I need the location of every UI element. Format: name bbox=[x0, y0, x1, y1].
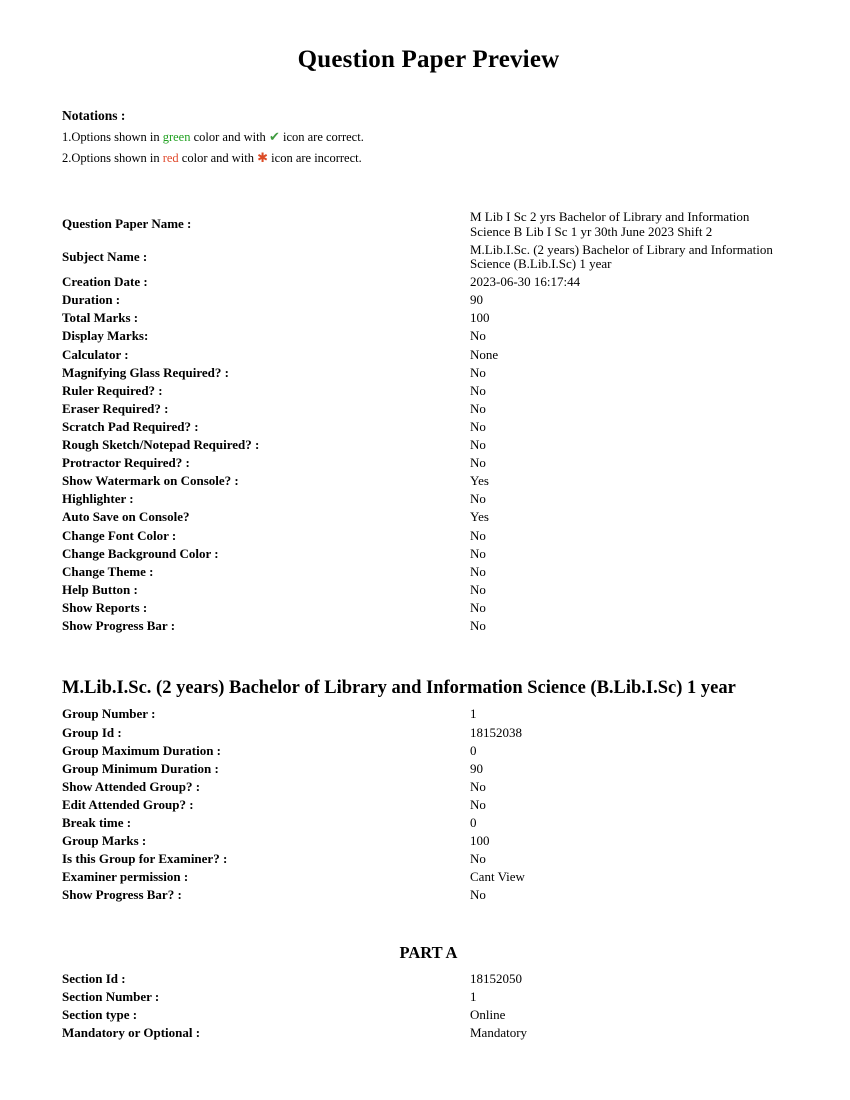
field-value: 18152038 bbox=[470, 724, 522, 740]
field-value: Online bbox=[470, 1007, 506, 1023]
field-label: Change Font Color : bbox=[62, 527, 177, 543]
field-label: Duration : bbox=[62, 292, 121, 308]
field-value: No bbox=[470, 778, 486, 794]
field-value: None bbox=[470, 346, 499, 362]
field-row bbox=[62, 619, 795, 634]
notation-text: 2.Options shown in bbox=[62, 151, 163, 165]
notation-highlight-word: red bbox=[162, 151, 179, 165]
field-row bbox=[62, 311, 795, 326]
field-row bbox=[62, 293, 795, 308]
field-label: Creation Date : bbox=[62, 274, 148, 290]
field-value: No bbox=[470, 418, 486, 434]
field-row bbox=[62, 972, 795, 987]
field-row bbox=[62, 834, 795, 849]
field-row bbox=[62, 420, 795, 435]
field-label: Rough Sketch/Notepad Required? : bbox=[62, 437, 260, 453]
field-value: No bbox=[470, 437, 486, 453]
field-label: Show Attended Group? : bbox=[62, 778, 201, 794]
field-value: Mandatory bbox=[470, 1025, 528, 1041]
field-value: Yes bbox=[470, 509, 489, 525]
field-row bbox=[62, 366, 795, 381]
field-row bbox=[62, 852, 795, 867]
field-value: 0 bbox=[470, 742, 477, 758]
field-row bbox=[62, 547, 795, 562]
field-label: Section Id : bbox=[62, 970, 126, 986]
field-label: Total Marks : bbox=[62, 310, 139, 326]
field-value: No bbox=[470, 887, 486, 903]
field-label: Section Number : bbox=[62, 989, 160, 1004]
field-value: Yes bbox=[470, 473, 489, 489]
field-label: Show Reports : bbox=[62, 599, 148, 615]
field-label: Group Marks : bbox=[62, 833, 147, 849]
field-label: Calculator : bbox=[62, 346, 129, 362]
field-value: No bbox=[470, 617, 486, 633]
field-value: No bbox=[470, 581, 486, 597]
notations-block bbox=[62, 108, 795, 166]
field-row bbox=[62, 870, 795, 885]
field-value: M Lib I Sc 2 yrs Bachelor of Library and Information Science B Lib I Sc 1 yr 30th June 2023 Shift 2 bbox=[470, 209, 750, 239]
field-row bbox=[62, 275, 795, 290]
notations-heading: Notations : bbox=[62, 108, 126, 123]
field-label: Scratch Pad Required? : bbox=[62, 418, 199, 434]
field-label: Auto Save on Console? bbox=[62, 509, 190, 525]
field-row bbox=[62, 529, 795, 544]
part-heading: PART A bbox=[399, 942, 458, 962]
field-row bbox=[62, 210, 795, 239]
field-row bbox=[62, 744, 795, 759]
field-value: 100 bbox=[470, 310, 490, 326]
notation-line-correct bbox=[62, 130, 795, 145]
field-value: No bbox=[470, 796, 486, 812]
field-row bbox=[62, 438, 795, 453]
field-label: Edit Attended Group? : bbox=[62, 796, 194, 812]
group-heading: M.Lib.I.Sc. (2 years) Bachelor of Library and Information Science (B.Lib.I.Sc) 1 year bbox=[62, 678, 736, 699]
field-label: Group Number : bbox=[62, 706, 156, 722]
field-row bbox=[62, 492, 795, 507]
field-label: Subject Name : bbox=[62, 248, 148, 264]
field-value: No bbox=[470, 545, 486, 561]
field-value: No bbox=[470, 364, 486, 380]
notation-text: color and with bbox=[178, 151, 258, 165]
field-row bbox=[62, 474, 795, 489]
field-value: Cant View bbox=[470, 869, 525, 885]
field-label: Group Minimum Duration : bbox=[62, 760, 219, 776]
notation-text: color and with bbox=[190, 130, 269, 144]
check-icon: ✔ bbox=[268, 130, 280, 145]
field-label: Eraser Required? : bbox=[62, 400, 169, 416]
field-label: Display Marks: bbox=[62, 328, 149, 344]
field-value: 18152050 bbox=[470, 970, 522, 986]
field-label: Protractor Required? : bbox=[62, 455, 190, 471]
field-value: No bbox=[470, 491, 486, 507]
notation-text: 1.Options shown in bbox=[62, 130, 163, 144]
field-row bbox=[62, 762, 795, 777]
field-value: No bbox=[470, 599, 486, 615]
field-value: No bbox=[470, 851, 486, 867]
field-row bbox=[62, 888, 795, 903]
field-row bbox=[62, 243, 795, 272]
field-value: 1 bbox=[470, 989, 477, 1004]
field-value: 90 bbox=[470, 760, 483, 776]
field-label: Group Id : bbox=[62, 724, 122, 740]
field-row bbox=[62, 329, 795, 344]
field-value: No bbox=[470, 382, 486, 398]
notation-text: icon are incorrect. bbox=[268, 151, 362, 165]
field-value: 2023-06-30 16:17:44 bbox=[470, 274, 581, 290]
field-label: Examiner permission : bbox=[62, 869, 189, 885]
notation-highlight-word: green bbox=[162, 130, 191, 144]
field-label: Group Maximum Duration : bbox=[62, 742, 222, 758]
group-details bbox=[62, 707, 795, 902]
field-value: No bbox=[470, 455, 486, 471]
page-title: Question Paper Preview bbox=[297, 46, 560, 73]
field-row bbox=[62, 565, 795, 580]
field-label: Change Background Color : bbox=[62, 545, 219, 561]
field-label: Is this Group for Examiner? : bbox=[62, 851, 228, 867]
field-row bbox=[62, 456, 795, 471]
field-value: 100 bbox=[470, 833, 490, 849]
field-label: Ruler Required? : bbox=[62, 382, 163, 398]
field-label: Help Button : bbox=[62, 581, 138, 597]
field-row bbox=[62, 990, 795, 1005]
section-details bbox=[62, 972, 795, 1041]
field-label: Break time : bbox=[62, 815, 132, 831]
field-label: Mandatory or Optional : bbox=[62, 1025, 201, 1041]
field-label: Show Watermark on Console? : bbox=[62, 473, 239, 489]
field-row bbox=[62, 583, 795, 598]
field-label: Show Progress Bar : bbox=[62, 617, 176, 633]
field-label: Section type : bbox=[62, 1007, 138, 1023]
field-label: Show Progress Bar? : bbox=[62, 887, 182, 903]
field-row bbox=[62, 510, 795, 525]
field-row bbox=[62, 798, 795, 813]
field-value: 1 bbox=[470, 706, 477, 722]
field-row bbox=[62, 348, 795, 363]
field-row bbox=[62, 726, 795, 741]
field-label: Change Theme : bbox=[62, 563, 154, 579]
field-label: Highlighter : bbox=[62, 491, 134, 507]
field-label: Question Paper Name : bbox=[62, 216, 192, 232]
paper-details bbox=[62, 210, 795, 633]
field-row bbox=[62, 601, 795, 616]
field-value: No bbox=[470, 563, 486, 579]
field-value: No bbox=[470, 328, 486, 344]
field-value: No bbox=[470, 400, 486, 416]
field-label: Magnifying Glass Required? : bbox=[62, 364, 229, 380]
field-value: 90 bbox=[470, 292, 483, 308]
notation-line-incorrect bbox=[62, 151, 795, 166]
field-row bbox=[62, 707, 795, 722]
field-value: No bbox=[470, 527, 486, 543]
notation-text: icon are correct. bbox=[279, 130, 364, 144]
field-row bbox=[62, 1026, 795, 1041]
field-row bbox=[62, 780, 795, 795]
cross-icon: ✱ bbox=[257, 151, 269, 166]
field-value: 0 bbox=[470, 815, 477, 831]
field-row bbox=[62, 402, 795, 417]
field-value: M.Lib.I.Sc. (2 years) Bachelor of Library and Information Science (B.Lib.I.Sc) 1 year bbox=[470, 241, 773, 272]
field-row bbox=[62, 384, 795, 399]
field-row bbox=[62, 1008, 795, 1023]
field-row bbox=[62, 816, 795, 831]
